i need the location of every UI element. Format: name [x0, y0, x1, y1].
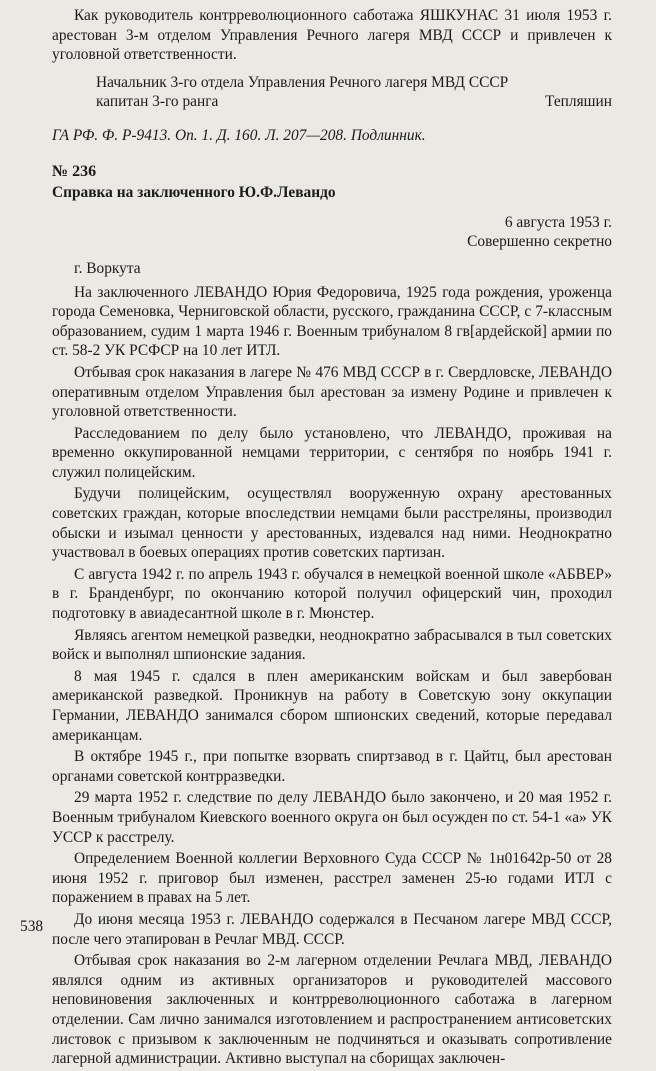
- signature-position-line2: капитан 3-го ранга: [96, 93, 219, 111]
- body-paragraph: Определением Военной коллегии Верховного Суда СССР № 1н01642р-50 от 28 июня 1952 г. приговор был изменен, расстрел заменен 25-ю годами ИТЛ с поражением в правах на 5 лет.: [52, 850, 612, 907]
- body-paragraph: Расследованием по делу было установлено, что ЛЕВАНДО, проживая на временно оккупированной немцами территории, с сентября по ноябрь 1941 г. служил полицейским.: [52, 424, 612, 481]
- body-paragraph: Будучи полицейским, осуществлял вооруженную охрану арестованных советских граждан, которые впоследствии немцами были расстреляны, производил обыски и изымал ценности у арестованных, издевался над ними. Неоднократно участвовал в боевых операциях против советских партизан.: [52, 485, 612, 562]
- document-title: Справка на заключенного Ю.Ф.Левандо: [52, 184, 336, 202]
- signature-name: Тепляшин: [545, 93, 612, 111]
- archive-reference: ГА РФ. Ф. Р-9413. Оп. 1. Д. 160. Л. 207—208. Подлинник.: [52, 126, 426, 144]
- body-paragraph: Отбывая срок наказания во 2-м лагерном отделении Речлага МВД, ЛЕВАНДО являлся одним из активных организаторов и руководителей массового неповиновения заключенных и контрреволюционного саботажа в лагерном отделении. Сам лично занимался изготовлением и распространением антисоветских листовок с призывом к заключенным не подчиняться и оказывать сопротивление лагерной администрации. Активно выступал на сборищах заключен-: [52, 952, 612, 1068]
- classification-stamp: Совершенно секретно: [467, 233, 612, 251]
- document-place: г. Воркута: [74, 259, 141, 277]
- body-paragraph: С августа 1942 г. по апрель 1943 г. обучался в немецкой военной школе «АБВЕР» в г. Бранденбург, по окончанию которой получил офицерский чин, проходил подготовку в авиадесантной школе в г. Мюнстер.: [52, 565, 612, 623]
- document-number: № 236: [52, 162, 97, 180]
- document-body: [52, 283, 612, 1069]
- closing-paragraph: Как руководитель контрреволюционного саботажа ЯШКУНАС 31 июля 1953 г. арестован 3-м отделом Управления Речного лагеря МВД СССР и привлечен к уголовной ответственности.: [52, 7, 612, 64]
- body-paragraph: На заключенного ЛЕВАНДО Юрия Федоровича, 1925 года рождения, уроженца города Семеновка, Черниговской области, русского, гражданина СССР, с 7-классным образованием, судим 1 марта 1946 г. Военным трибуналом 8 гв[ардейской] армии по ст. 58-2 УК РСФСР на 10 лет ИТЛ.: [52, 283, 612, 360]
- signature-row: [96, 92, 612, 112]
- signature-position-line1: Начальник 3-го отдела Управления Речного лагеря МВД СССР: [96, 73, 509, 91]
- body-paragraph: В октябре 1945 г., при попытке взорвать спиртзавод в г. Цайтц, был арестован органами советской контрразведки.: [52, 748, 612, 785]
- body-paragraph: Отбывая срок наказания в лагере № 476 МВД СССР в г. Свердловске, ЛЕВАНДО оперативным отделом Управления был арестован за измену Родине и привлечен к уголовной ответственности.: [52, 363, 612, 421]
- document-page: [52, 6, 612, 1071]
- page-number: 538: [20, 918, 44, 935]
- body-paragraph: До июня месяца 1953 г. ЛЕВАНДО содержался в Песчаном лагере МВД СССР, после чего этапирован в Речлаг МВД. СССР.: [52, 910, 612, 948]
- document-date: 6 августа 1953 г.: [504, 213, 612, 231]
- body-paragraph: 29 марта 1952 г. следствие по делу ЛЕВАНДО было закончено, и 20 мая 1952 г. Военным трибуналом Киевского военного округа он был осужден по ст. 54-1 «а» УК УССР к расстрелу.: [52, 789, 612, 846]
- body-paragraph: 8 мая 1945 г. сдался в плен американским войскам и был завербован американской разведкой. Проникнув на работу в Советскую зону оккупации Германии, ЛЕВАНДО занимался сбором шпионских сведений, которые передавал американцам.: [52, 667, 612, 744]
- body-paragraph: Являясь агентом немецкой разведки, неоднократно забрасывался в тыл советских войск и выполнял шпионские задания.: [52, 626, 612, 664]
- signature-block: [96, 73, 612, 112]
